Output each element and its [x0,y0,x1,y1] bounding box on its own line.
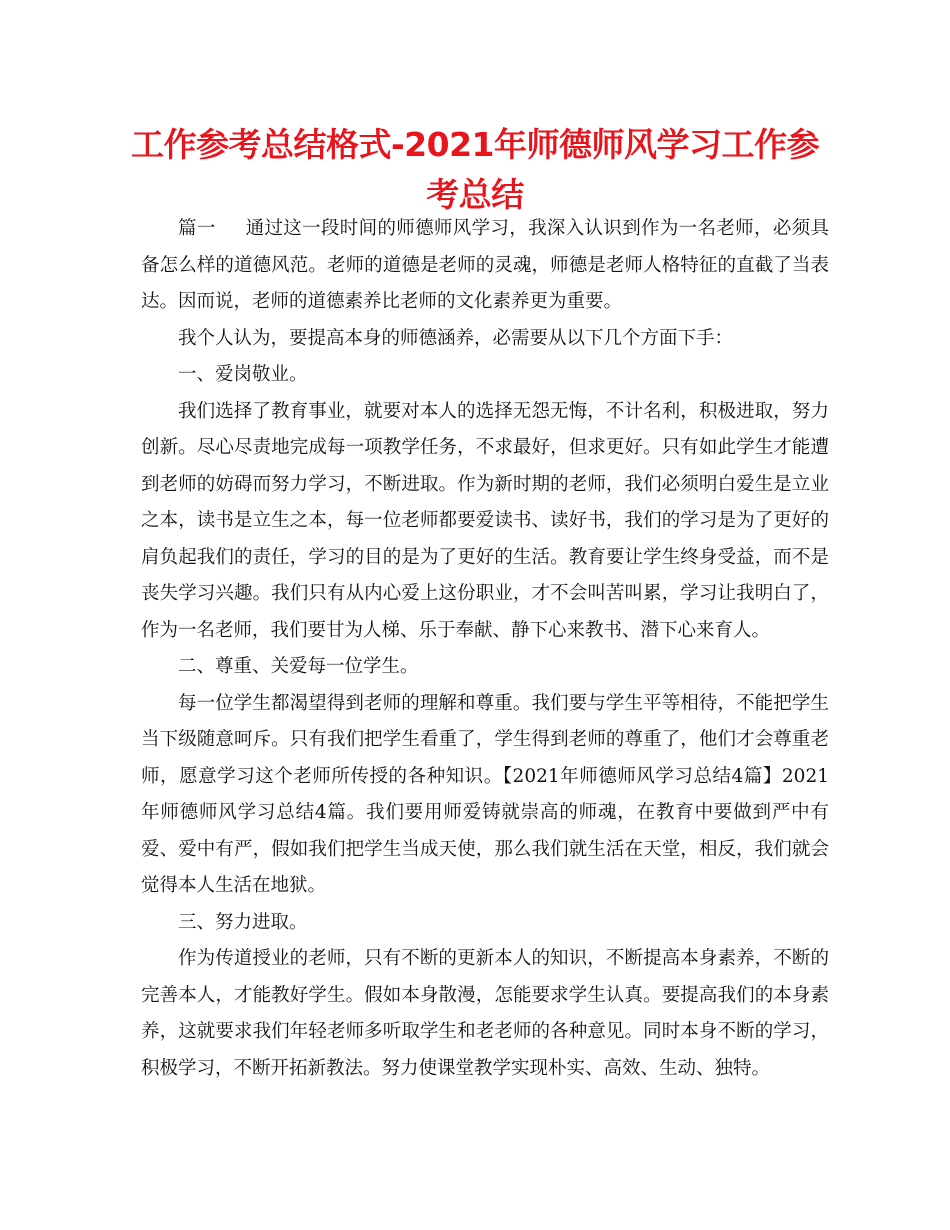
paragraph: 我们选择了教育事业，就要对本人的选择无怨无悔，不计名利，积极进取，努力创新。尽心尽责地完成每一项教学任务，不求最好，但求更好。只有如此学生才能遭到老师的妨碍而努力学习，不断进取。作为新时期的老师，我们必须明白爱生是立业之本，读书是立生之本，每一位老师都要爱读书、读好书，我们的学习是为了更好的肩负起我们的责任，学习的目的是为了更好的生活。教育要让学生终身受益，而不是丧失学习兴趣。我们只有从内心爱上这份职业，才不会叫苦叫累，学习让我明白了，作为一名老师，我们要甘为人梯、乐于奉献、静下心来教书、潜下心来育人。 [141,400,829,641]
section-label: 篇一 [178,218,216,239]
section-heading: 三、努力进取。 [178,911,308,933]
paragraph: 我个人认为，要提高本身的师德涵养，必需要从以下几个方面下手： [178,327,734,349]
paragraph: 每一位学生都渴望得到老师的理解和尊重。我们要与学生平等相待，不能把学生当下级随意呵斥。只有我们把学生看重了，学生得到老师的尊重了，他们才会尊重老师，愿意学习这个老师所传授的各种知识。【2021年师德师风学习总结4篇】2021年师德师风学习总结4篇。我们要用师爱铸就崇高的师魂，在教育中要做到严中有爱、爱中有严，假如我们把学生当成天使，那么我们就生活在天堂，相反，我们就会觉得本人生活在地狱。 [141,692,829,896]
paragraph: 作为传道授业的老师，只有不断的更新本人的知识，不断提高本身素养，不断的完善本人，才能教好学生。假如本身散漫，怎能要求学生认真。要提高我们的本身素养，这就要求我们年轻老师多听取学生和老老师的各种意见。同时本身不断的学习，积极学习，不断开拓新教法。努力使课堂教学实现朴实、高效、生动、独特。 [141,948,829,1079]
paragraph-intro [141,211,829,321]
section-heading: 二、尊重、关爱每一位学生。 [178,656,419,677]
section-heading: 一、爱岗敬业。 [178,364,308,385]
paragraph-text: 通过这一段时间的师德师风学习，我深入认识到作为一名老师，必须具备怎么样的道德风范。老师的道德是老师的灵魂，师德是老师人格特征的直截了当表达。因而说，老师的道德素养比老师的文化素养更为重要。 [141,218,829,312]
document-title: 工作参考总结格式-2021年师德师风学习工作参考总结 [130,125,820,214]
document-body [141,211,829,1087]
